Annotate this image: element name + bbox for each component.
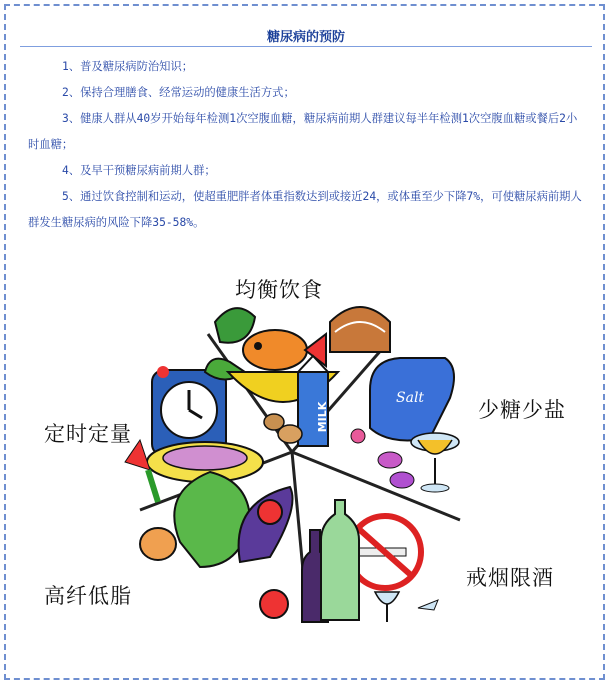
diabetes-prevention-illustration: [30, 262, 570, 642]
article-body: [28, 54, 586, 236]
label-balanced-diet: 均衡饮食: [235, 278, 323, 302]
title-bar: [20, 24, 592, 47]
label-quit-smoke-alcohol: 戒烟限酒: [466, 566, 554, 590]
paragraph-4: 4、及早干预糖尿病前期人群；: [62, 164, 216, 177]
paragraph-3: 3、健康人群从40岁开始每年检测1次空腹血糖，糖尿病前期人群建议每半年检测1次空腹血糖或餐后2小时血糖；: [28, 112, 578, 151]
wine-glass-icon: [375, 592, 438, 622]
eggplant-icon: [239, 487, 293, 562]
milk-carton-icon: [298, 356, 329, 446]
paragraph-5: 5、通过饮食控制和运动，使超重肥胖者体重指数达到或接近24，或体重至少下降7%，可使糖尿病前期人群发生糖尿病的风险下降35-58%。: [28, 190, 582, 229]
milk-label: MILK: [316, 401, 329, 433]
pudding-glass-icon: [411, 433, 459, 492]
salt-bag-icon: [370, 358, 454, 440]
bottle-icon: [302, 500, 359, 622]
onion-icon: [140, 528, 176, 560]
label-high-fiber: 高纤低脂: [44, 584, 132, 608]
page-title: 糖尿病的预防: [266, 30, 345, 45]
paragraph-2: 2、保持合理膳食、经常运动的健康生活方式；: [62, 86, 295, 99]
bread-icon: [330, 307, 390, 352]
label-less-sugar-salt: 少糖少盐: [478, 398, 566, 422]
paragraph-1: 1、普及糖尿病防治知识；: [62, 60, 194, 73]
salt-label: Salt: [396, 390, 425, 406]
label-regular-meals: 定时定量: [44, 422, 132, 446]
mushroom-icon: [264, 414, 302, 443]
